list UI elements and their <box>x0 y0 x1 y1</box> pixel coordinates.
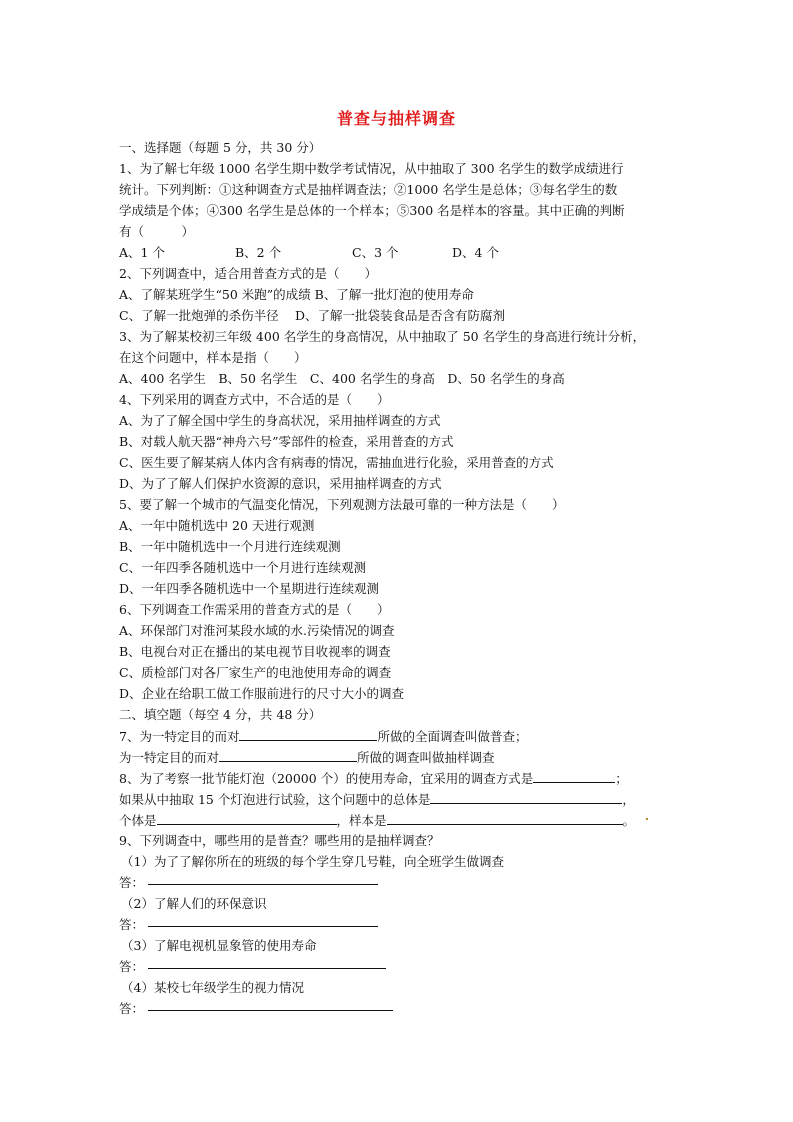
q9-stem: 9、下列调查中，哪些用的是普查？哪些用的是抽样调查？ <box>119 833 440 848</box>
q5-option-a: A、一年中随机选中 20 天进行观测 <box>119 518 315 533</box>
q8-line-3 <box>119 812 635 829</box>
section2-header: 二、填空题（每空 4 分，共 48 分） <box>119 707 322 722</box>
q4-option-d: D、为了了解人们保护水资源的意识，采用抽样调查的方式 <box>119 476 442 491</box>
q9-answer-label-2: 答： <box>119 917 145 932</box>
page-title: 普查与抽样调查 <box>336 109 456 128</box>
q7-line-1-suffix: 所做的全面调查叫做普查； <box>377 729 528 744</box>
q9-item-2: （2）了解人们的环保意识 <box>121 896 267 911</box>
q9-answer-label-1: 答： <box>119 875 145 890</box>
q4-stem: 4、下列采用的调查方式中，不合适的是（ ） <box>119 392 390 407</box>
q2-stem: 2、下列调查中，适合用普查方式的是（ ） <box>119 266 377 281</box>
q1-option-d: D、4 个 <box>452 245 499 260</box>
q6-option-a: A、环保部门对淮河某段水域的水.污染情况的调查 <box>119 623 395 638</box>
q4-option-a: A、为了了解全国中学生的身高状况，采用抽样调查的方式 <box>119 413 441 428</box>
q7-line-2 <box>119 749 495 766</box>
q1-option-b: B、2 个 <box>235 245 282 260</box>
q5-stem: 5、要了解一个城市的气温变化情况，下列观测方法最可靠的一种方法是（ ） <box>119 497 565 512</box>
q9-answer-label-3: 答： <box>119 959 145 974</box>
q7-line-2-suffix: 所做的调查叫做抽样调查 <box>357 750 495 765</box>
q3-stem-2: 在这个问题中，样本是指（ ） <box>119 350 307 365</box>
q8-line-2-prefix: 如果从中抽取 15 个灯泡进行试验，这个问题中的总体是 <box>119 792 431 807</box>
q1-line-3: 学成绩是个体；④300 名学生是总体的一个样本；⑤300 名是样本的容量。其中正确的判断 <box>119 203 625 218</box>
q1-option-c: C、3 个 <box>352 245 399 260</box>
q5-option-b: B、一年中随机选中一个月进行连续观测 <box>119 539 341 554</box>
q6-stem: 6、下列调查工作需采用的普查方式的是（ ） <box>119 602 390 617</box>
q1-option-a: A、1 个 <box>119 245 165 260</box>
q9-item-4: （4）某校七年级学生的视力情况 <box>121 980 304 995</box>
q9-answer-field-2[interactable] <box>148 926 378 927</box>
q6-option-b: B、电视台对正在播出的某电视节目收视率的调查 <box>119 644 391 659</box>
q6-option-c: C、质检部门对各厂家生产的电池使用寿命的调查 <box>119 665 392 680</box>
q1-line-1: 1、为了解七年级 1000 名学生期中数学考试情况，从中抽取了 300 名学生的数学成绩进行 <box>119 161 624 176</box>
q1-line-2: 统计。下列判断：①这种调查方式是抽样调查法；②1000 名学生是总体；③每名学生的数 <box>119 182 618 197</box>
q8-line-3-prefix: 个体是 <box>119 813 157 828</box>
q6-option-d: D、企业在给职工做工作服前进行的尺寸大小的调查 <box>119 686 405 701</box>
q8-blank-individual[interactable] <box>157 812 337 825</box>
section1-header: 一、选择题（每题 5 分，共 30 分） <box>119 140 322 155</box>
q2-options-line-1: A、了解某班学生“50 米跑”的成绩 B、了解一批灯泡的使用寿命 <box>119 287 474 302</box>
q7-blank-1[interactable] <box>239 728 377 741</box>
q9-item-1: （1）为了了解你所在的班级的每个学生穿几号鞋，向全班学生做调查 <box>121 854 504 869</box>
q5-option-c: C、一年四季各随机选中一个月进行连续观测 <box>119 560 367 575</box>
q2-options-line-2: C、了解一批炮弹的杀伤半径 D、了解一批袋装食品是否含有防腐剂 <box>119 308 506 323</box>
q4-option-c: C、医生要了解某病人体内含有病毒的情况，需抽血进行化验，采用普查的方式 <box>119 455 554 470</box>
q5-option-d: D、一年四季各随机选中一个星期进行连续观测 <box>119 581 380 596</box>
q7-line-1 <box>119 728 527 745</box>
q7-line-1-prefix: 7、为一特定目的而对 <box>119 729 240 744</box>
q8-line-2 <box>119 791 635 808</box>
q8-line-1 <box>119 770 628 787</box>
q8-blank-method[interactable] <box>533 770 615 783</box>
q3-stem-1: 3、为了解某校初三年级 400 名学生的身高情况，从中抽取了 50 名学生的身高进行统计分析， <box>119 329 646 344</box>
q8-line-1-suffix: ； <box>615 771 628 786</box>
q8-line-2-suffix: ， <box>622 792 635 807</box>
stray-mark <box>646 818 648 820</box>
q9-answer-field-1[interactable] <box>148 884 378 885</box>
q9-answer-label-4: 答： <box>119 1001 145 1016</box>
q9-item-3: （3）了解电视机显象管的使用寿命 <box>121 938 317 953</box>
q8-blank-sample[interactable] <box>387 812 623 825</box>
q8-line-3-end: 。 <box>622 813 636 828</box>
q8-line-3-mid: ，样本是 <box>336 813 387 828</box>
q4-option-b: B、对载人航天器“神舟六号”零部件的检查，采用普查的方式 <box>119 434 454 449</box>
q8-blank-population[interactable] <box>430 791 622 804</box>
q7-line-2-prefix: 为一特定目的而对 <box>119 750 220 765</box>
q7-blank-2[interactable] <box>219 749 357 762</box>
q9-answer-field-4[interactable] <box>148 1010 393 1011</box>
q9-answer-field-3[interactable] <box>148 968 386 969</box>
q3-options: A、400 名学生 B、50 名学生 C、400 名学生的身高 D、50 名学生的身高 <box>119 371 565 386</box>
q1-line-4: 有（ ） <box>119 224 195 239</box>
q8-line-1-prefix: 8、为了考察一批节能灯泡（20000 个）的使用寿命，宜采用的调查方式是 <box>119 771 534 786</box>
